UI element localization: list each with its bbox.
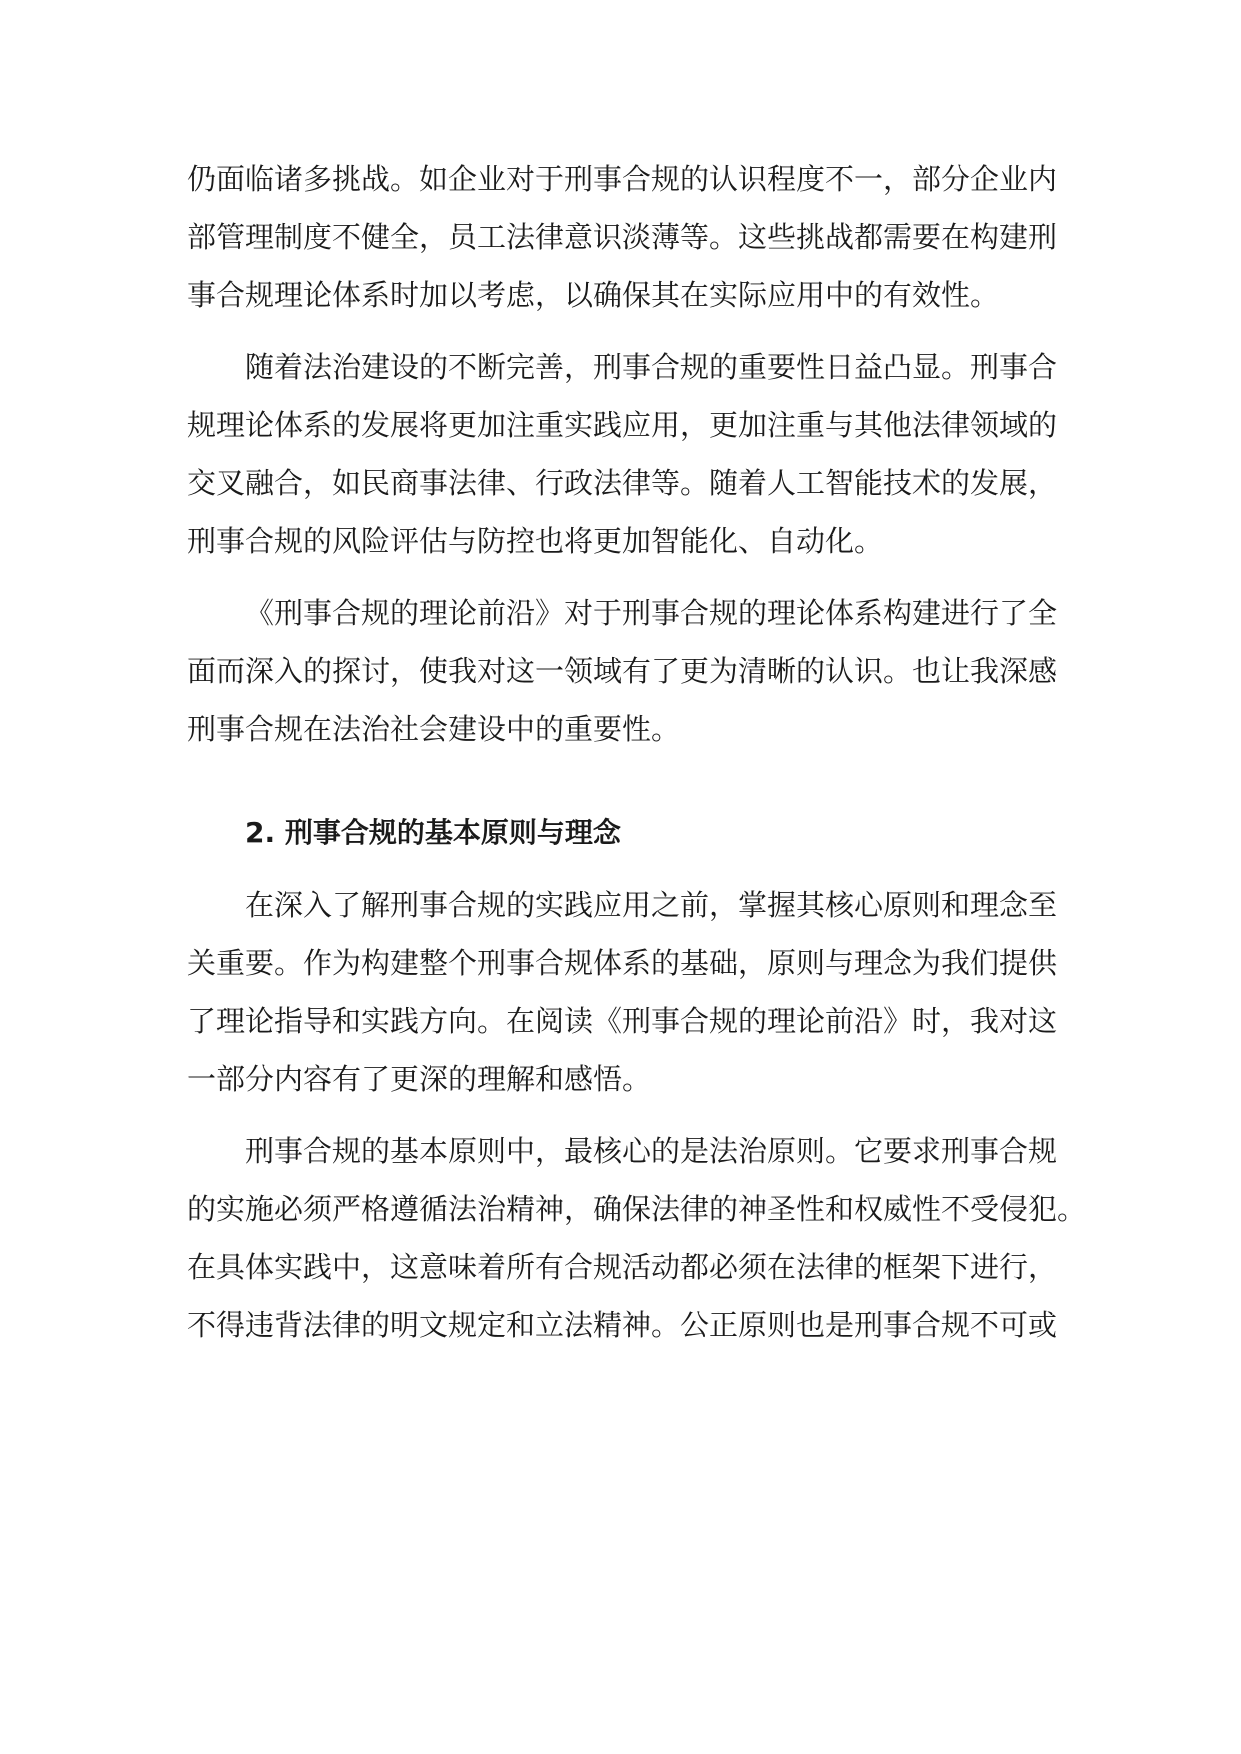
text-line: 在具体实践中，这意味着所有合规活动都必须在法律的框架下进行， xyxy=(187,1250,1058,1284)
section-heading: 2. 刑事合规的基本原则与理念 xyxy=(245,816,621,849)
text-line: 一部分内容有了更深的理解和感悟。 xyxy=(187,1062,652,1096)
paragraph xyxy=(187,150,1057,324)
text-line: 不得违背法律的明文规定和立法精神。公正原则也是刑事合规不可或 xyxy=(187,1308,1058,1342)
text-line: 部管理制度不健全，员工法律意识淡薄等。这些挑战都需要在构建刑 xyxy=(187,220,1058,254)
text-line: 的实施必须严格遵循法治精神，确保法律的神圣性和权威性不受侵犯。 xyxy=(187,1192,1087,1226)
text-line: 刑事合规的基本原则中，最核心的是法治原则。它要求刑事合规 xyxy=(245,1134,1058,1168)
text-line: 事合规理论体系时加以考虑，以确保其在实际应用中的有效性。 xyxy=(187,278,1000,312)
text-line: 刑事合规在法治社会建设中的重要性。 xyxy=(187,712,681,746)
paragraph xyxy=(187,584,1057,758)
text-line: 规理论体系的发展将更加注重实践应用，更加注重与其他法律领域的 xyxy=(187,408,1058,442)
text-line: 《刑事合规的理论前沿》对于刑事合规的理论体系构建进行了全 xyxy=(245,596,1058,630)
text-line: 刑事合规的风险评估与防控也将更加智能化、自动化。 xyxy=(187,524,884,558)
text-line: 随着法治建设的不断完善，刑事合规的重要性日益凸显。刑事合 xyxy=(245,350,1058,384)
text-line: 交叉融合，如民商事法律、行政法律等。随着人工智能技术的发展， xyxy=(187,466,1058,500)
paragraph xyxy=(187,876,1057,1108)
text-line: 关重要。作为构建整个刑事合规体系的基础，原则与理念为我们提供 xyxy=(187,946,1058,980)
document-body xyxy=(187,150,1087,1354)
text-line: 面而深入的探讨，使我对这一领域有了更为清晰的认识。也让我深感 xyxy=(187,654,1058,688)
text-line: 在深入了解刑事合规的实践应用之前，掌握其核心原则和理念至 xyxy=(245,888,1058,922)
text-line: 仍面临诸多挑战。如企业对于刑事合规的认识程度不一，部分企业内 xyxy=(187,162,1058,196)
text-line: 了理论指导和实践方向。在阅读《刑事合规的理论前沿》时，我对这 xyxy=(187,1004,1058,1038)
paragraph xyxy=(187,338,1057,570)
paragraph xyxy=(187,1122,1087,1354)
